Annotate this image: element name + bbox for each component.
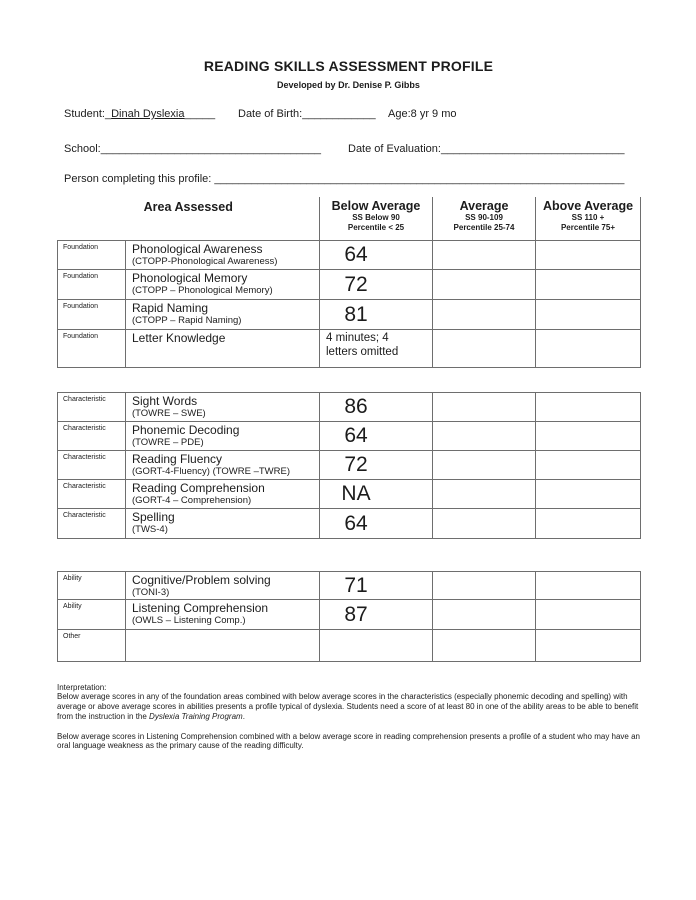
- average-score-cell: [433, 571, 536, 599]
- table-row: [58, 421, 641, 450]
- skill-measure: (CTOPP – Rapid Naming): [132, 314, 242, 326]
- above-average-score-cell: [536, 599, 641, 629]
- student-blank-post: _____: [184, 108, 216, 120]
- category-cell: Characteristic: [58, 508, 126, 538]
- average-percentile-range: Percentile 25-74: [453, 222, 515, 232]
- category-cell: Characteristic: [58, 392, 126, 421]
- school-label: School:: [64, 143, 101, 155]
- school-field: [64, 143, 321, 155]
- interpretation-section: [57, 683, 645, 752]
- interpretation-paragraph-1-text: Below average scores in any of the foundation areas combined with below average scores in the characteristics (especially phonemic decoding and spelling) with average or above average scores in abilities presents a profile typical of dyslexia. Students need a score of at least 80 in one of the ability areas to be able to benefit from the instruction in the: [57, 692, 639, 721]
- below-average-score-cell: 64: [320, 240, 433, 269]
- school-line: [57, 143, 640, 159]
- below-average-score-cell: 64: [320, 421, 433, 450]
- average-score-cell: [433, 240, 536, 269]
- average-score-cell: [433, 299, 536, 329]
- average-score-cell: [433, 269, 536, 299]
- skill-cell: [126, 329, 320, 367]
- above-average-score-cell: [536, 329, 641, 367]
- area-assessed-header: Area Assessed: [58, 197, 320, 240]
- person-blank: ___________________________________________________________________: [214, 173, 625, 185]
- above-average-ss-range: SS 110 +: [571, 213, 605, 222]
- category-cell: Foundation: [58, 269, 126, 299]
- skill-name: Reading Comprehension: [132, 480, 265, 495]
- below-average-score-cell: 71: [320, 571, 433, 599]
- skill-cell: [126, 240, 320, 269]
- below-average-score-cell: 81: [320, 299, 433, 329]
- student-field: [64, 108, 215, 120]
- table-row: [58, 299, 641, 329]
- evaluation-date-label: Date of Evaluation:: [348, 143, 441, 155]
- above-average-percentile-range: Percentile 75+: [560, 222, 616, 232]
- average-title: Average: [459, 199, 509, 213]
- above-average-score-cell: [536, 421, 641, 450]
- above-average-score-cell: [536, 479, 641, 508]
- category-cell: Ability: [58, 571, 126, 599]
- characteristic-table: [57, 392, 641, 539]
- skill-name: Cognitive/Problem solving: [132, 572, 271, 587]
- below-average-score-cell: 4 minutes; 4 letters omitted: [320, 329, 433, 367]
- skill-cell: [126, 392, 320, 421]
- interpretation-paragraph-1: [57, 692, 645, 721]
- skill-cell: [126, 421, 320, 450]
- skill-measure: (TOWRE – PDE): [132, 436, 204, 448]
- above-average-score-cell: [536, 240, 641, 269]
- average-score-cell: [433, 479, 536, 508]
- skill-name: Phonological Awareness: [132, 241, 263, 256]
- skill-measure: (CTOPP – Phonological Memory): [132, 284, 273, 296]
- average-score-cell: [433, 508, 536, 538]
- page-title: READING SKILLS ASSESSMENT PROFILE: [203, 58, 494, 74]
- below-average-header: [320, 197, 433, 240]
- program-name-italic: Dyslexia Training Program: [149, 711, 243, 721]
- average-score-cell: [433, 329, 536, 367]
- above-average-score-cell: [536, 450, 641, 479]
- below-average-score-cell: 72: [320, 269, 433, 299]
- table-row: [58, 450, 641, 479]
- table-header-row: [58, 197, 641, 240]
- skill-measure: (GORT-4 – Comprehension): [132, 494, 252, 506]
- category-cell: Foundation: [58, 329, 126, 367]
- skill-name: Listening Comprehension: [132, 600, 269, 615]
- dob-field: [238, 108, 376, 120]
- below-average-score-cell: NA: [320, 479, 433, 508]
- skill-cell: [126, 599, 320, 629]
- skill-cell: [126, 571, 320, 599]
- table-row: [58, 629, 641, 661]
- category-cell: Foundation: [58, 240, 126, 269]
- person-field: [64, 173, 624, 185]
- category-cell: Other: [58, 629, 126, 661]
- skill-name: Sight Words: [132, 393, 198, 408]
- evaluation-date-field: [348, 143, 624, 155]
- average-score-cell: [433, 392, 536, 421]
- skill-name: Spelling: [132, 509, 175, 524]
- person-line: [57, 173, 640, 189]
- above-average-score-cell: [536, 629, 641, 661]
- student-label: Student:: [64, 108, 105, 120]
- skill-measure: (CTOPP-Phonological Awareness): [132, 255, 278, 267]
- category-cell: Characteristic: [58, 421, 126, 450]
- skill-cell: [126, 479, 320, 508]
- page-subtitle: Developed by Dr. Denise P. Gibbs: [277, 80, 420, 90]
- foundation-table: [57, 197, 641, 368]
- interpretation-paragraph-1-end: .: [242, 711, 245, 721]
- below-average-score-cell: [320, 629, 433, 661]
- skill-cell: [126, 508, 320, 538]
- skill-cell: [126, 299, 320, 329]
- above-average-title: Above Average: [542, 199, 634, 213]
- below-average-percentile-range: Percentile < 25: [347, 222, 405, 232]
- table-row: [58, 571, 641, 599]
- table-row: [58, 508, 641, 538]
- average-header: [433, 197, 536, 240]
- category-cell: Foundation: [58, 299, 126, 329]
- average-score-cell: [433, 629, 536, 661]
- skill-name: Rapid Naming: [132, 300, 209, 315]
- student-blank-pre: _: [104, 108, 112, 120]
- person-label: Person completing this profile:: [64, 173, 215, 185]
- category-cell: Ability: [58, 599, 126, 629]
- above-average-score-cell: [536, 508, 641, 538]
- below-average-score-cell: 87: [320, 599, 433, 629]
- average-score-cell: [433, 450, 536, 479]
- table-row: [58, 392, 641, 421]
- age-value: 8 yr 9 mo: [410, 108, 457, 120]
- below-average-score-cell: 86: [320, 392, 433, 421]
- skill-name: Phonemic Decoding: [132, 422, 240, 437]
- school-blank: ____________________________________: [100, 143, 321, 155]
- below-average-ss-range: SS Below 90: [352, 213, 400, 222]
- evaluation-date-blank: ______________________________: [440, 143, 625, 155]
- skill-measure: (GORT-4-Fluency) (TOWRE –TWRE): [132, 465, 290, 477]
- above-average-score-cell: [536, 392, 641, 421]
- average-score-cell: [433, 421, 536, 450]
- average-score-cell: [433, 599, 536, 629]
- skill-name: Phonological Memory: [132, 270, 248, 285]
- skill-name: Reading Fluency: [132, 451, 223, 466]
- table-row: [58, 479, 641, 508]
- below-average-score-cell: 64: [320, 508, 433, 538]
- above-average-header: [536, 197, 641, 240]
- dob-blank: ____________: [302, 108, 376, 120]
- table-row: [58, 329, 641, 367]
- below-average-title: Below Average: [331, 199, 421, 213]
- above-average-score-cell: [536, 299, 641, 329]
- table-row: [58, 240, 641, 269]
- category-cell: Characteristic: [58, 479, 126, 508]
- table-row: [58, 269, 641, 299]
- skill-measure: (TOWRE – SWE): [132, 407, 206, 419]
- skill-cell: [126, 269, 320, 299]
- skill-measure: (OWLS – Listening Comp.): [132, 614, 246, 626]
- above-average-score-cell: [536, 269, 641, 299]
- above-average-score-cell: [536, 571, 641, 599]
- skill-cell: [126, 629, 320, 661]
- skill-measure: (TONI-3): [132, 586, 170, 598]
- average-ss-range: SS 90-109: [465, 213, 503, 222]
- dob-label: Date of Birth:: [238, 108, 303, 120]
- below-average-score-cell: 72: [320, 450, 433, 479]
- ability-table: [57, 571, 641, 662]
- skill-measure: (TWS-4): [132, 523, 168, 535]
- table-row: [58, 599, 641, 629]
- age-field: [388, 108, 457, 120]
- skill-name: Letter Knowledge: [132, 330, 226, 345]
- interpretation-heading: Interpretation:: [57, 682, 107, 692]
- skill-cell: [126, 450, 320, 479]
- student-line: [57, 108, 640, 124]
- category-cell: Characteristic: [58, 450, 126, 479]
- age-label: Age:: [388, 108, 411, 120]
- interpretation-paragraph-2: Below average scores in Listening Comprehension combined with a below average score in reading comprehension presents a profile of a student who may have an oral language weakness as the primary cause of the reading difficulty.: [57, 731, 641, 751]
- student-name-value: Dinah Dyslexia: [111, 108, 185, 120]
